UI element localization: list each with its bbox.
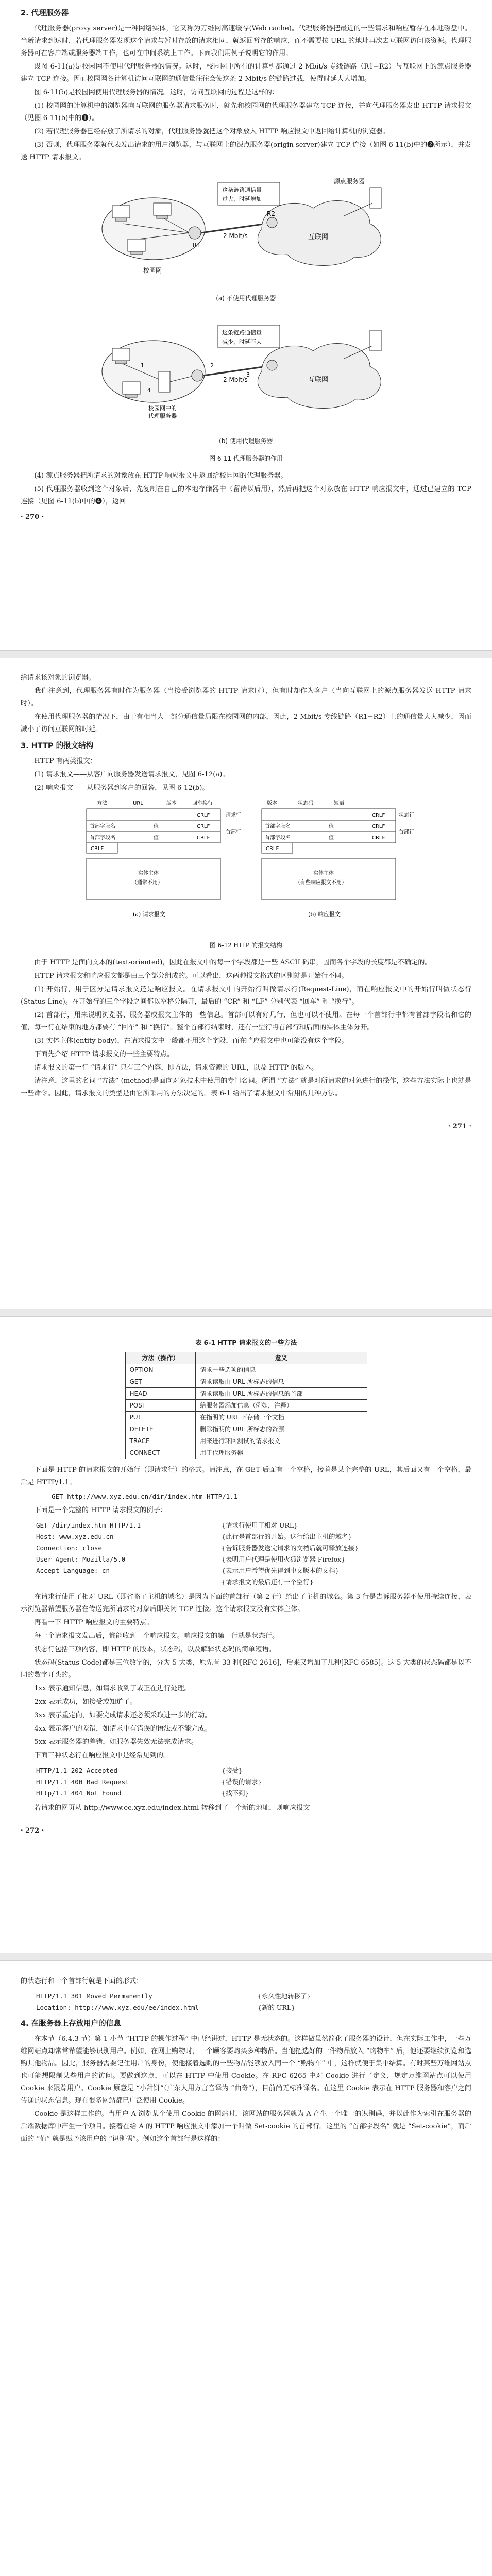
code-line: HTTP/1.1 202 Accepted: [36, 1767, 118, 1774]
table-header: 意义: [196, 1352, 367, 1364]
figure-caption: 图 6-12 HTTP 的报文结构: [209, 942, 283, 949]
figure-6-12: [21, 798, 471, 936]
page-number: · 272 ·: [21, 1827, 44, 1835]
router-icon: [267, 360, 277, 370]
redirect-example: [36, 1991, 471, 2013]
section-title-cookie: 4. 在服务器上存放用户的信息: [21, 2020, 121, 2028]
paragraph: 设图 6-11(a)是校园网不使用代理服务器的情况。这时，校园网中所有的计算机都通过 2 Mbit/s 专线链路（R1−R2）与互联网上的源点服务器建立 TCP 连接。因而校园网各计算机访问互联网的通信量往往会使这条 2 Mbit/s 的链路过载，使得时延大大增加。: [21, 63, 471, 83]
step-marker: 1: [140, 362, 144, 369]
paragraph: 图 6-11(b)是校园网使用代理服务器的情况。这时，访问互联网的过程是这样的：: [34, 89, 279, 96]
crlf-label: CRLF: [371, 812, 385, 818]
paragraph: Cookie 是这样工作的。当用户 A 浏览某个使用 Cookie 的网站时，该网站的服务器就为 A 产生一个唯一的识别码，并以此作为索引在服务器的后端数据库中产生一个项目。接着在给 A 的 HTTP 响应报文中添加一个叫做 Set-cookie 的首部行。这里的 “首部字段名” 就是 “Set-cookie”，而后面的 “值” 就是赋予该用户的 “识别码”。例如这个首部行是这样的：: [21, 2110, 471, 2143]
link-label: 2 Mbit/s: [223, 376, 248, 383]
router-label: R1: [192, 242, 201, 249]
page-number: · 270 ·: [21, 513, 44, 521]
crlf-label: CRLF: [196, 812, 210, 818]
table-row: [125, 1412, 367, 1423]
field-label: 版本: [266, 801, 277, 806]
table-cell: 删除指明的 URL 所标志的资源: [196, 1423, 367, 1435]
section-title-proxy: 2. 代理服务器: [21, 9, 69, 18]
callout-text: 这条链路通信量: [222, 187, 262, 193]
code-note: {此行是首部行的开始。这行给出主机的域名}: [222, 1533, 352, 1540]
code-line: Http/1.1 404 Not Found: [36, 1789, 122, 1797]
code-line: Accept-Language: cn: [36, 1567, 110, 1574]
table-cell: OPTION: [125, 1364, 196, 1376]
step-marker: 4: [147, 387, 151, 394]
code-line: [36, 1577, 222, 1588]
proxy-label: 校园网中的: [148, 405, 177, 412]
line-label: 状态行: [398, 812, 414, 818]
list-item: (1) 请求报文——从客户向服务器发送请求报文，见图 6-12(a)。: [34, 771, 229, 778]
paragraph: HTTP 有两类报文：: [34, 757, 97, 765]
table-row: [125, 1364, 367, 1376]
figure-6-11b: [21, 310, 471, 447]
http-methods-table: [125, 1352, 367, 1459]
subfigure-caption: (a) 请求报文: [132, 911, 165, 918]
table-cell: 给服务器添加信息（例如，注释）: [196, 1400, 367, 1412]
paragraph: 在本节（6.4.3 节）第 1 小节 “HTTP 的操作过程” 中已经讲过，HTTP 是无状态的。这样做虽然简化了服务器的设计，但在实际工作中，一些万维网站点却常常希望能够识别用户。例如，在网上购物时，一个顾客要购买多种物品。当他把选好的一件物品放入 “购物车” 后，他还要继续浏览和选购其他物品。因此，服务器需要记住用户的身份，使他接着选购的一些物品能够放入同一个 “购物车” 中，这样就便于集中结算。有时某些万维网站点也可能想限制某些用户的访问。要做到这点，可以在 HTTP 中使用 Cookie。在 RFC 6265 中对 Cookie 进行了定义，规定万维网站点可以使用 Cookie 来跟踪用户。Cookie 原意是 “小甜饼”（广东人用方言音译为 “曲奇”），目前尚无标准译名。在这里 Cookie 表示在 HTTP 服务器和客户之间传递的状态信息。现在很多网站都已广泛使用 Cookie。: [21, 2035, 471, 2105]
paragraph: 代理服务器(proxy server)是一种网络实体，它又称为万维网高速缓存(Web cache)。代理服务器把最近的一些请求和响应暂存在本地磁盘中。当新请求到达时，若代理服务器发现这个请求与暂时存放的请求相同，就返回暂存的响应，而不需要按 URL 的地址再次去互联网访问该资源。代理服务器可在客户端或服务器端工作，也可在中间系统上工作。下面我们用例子说明它的作用。: [21, 25, 471, 57]
paragraph: 下面先介绍 HTTP 请求报文的一些主要特点。: [34, 1050, 174, 1058]
header-field-label: 首部字段名: [264, 835, 291, 841]
table-row: [125, 1447, 367, 1459]
paragraph: 给请求该对象的浏览器。: [21, 674, 96, 682]
page-273: [0, 1968, 492, 2576]
paragraph: 由于 HTTP 是面向文本的(text-oriented)，因此在报文中的每一个字段都是一些 ASCII 码串，因而各个字段的长度都是不确定的。: [34, 959, 432, 967]
code-note: {新的 URL}: [258, 2004, 296, 2011]
origin-server-label: 源点服务器: [333, 178, 365, 185]
value-label: 值: [153, 824, 159, 829]
table-cell: HEAD: [125, 1388, 196, 1400]
crlf-label: CRLF: [371, 835, 385, 841]
code-note: {找不到}: [222, 1789, 249, 1797]
router-icon: [189, 227, 201, 239]
crlf-label: CRLF: [265, 846, 279, 852]
field-label: 回车换行: [192, 801, 213, 806]
paragraph: 在使用代理服务器的情况下，由于有相当大一部分通信量局限在校园网的内部，因此，2 Mbit/s 专线链路（R1−R2）上的通信量大大减少，因而减小了访问互联网的时延。: [21, 713, 471, 733]
campus-label: 校园网: [143, 267, 162, 274]
table-cell: PUT: [125, 1412, 196, 1423]
paragraph: 下面是一个完整的 HTTP 请求报文的例子：: [34, 1506, 167, 1514]
code-request-line: GET http://www.xyz.edu.cn/dir/index.htm HTTP/1.1: [52, 1493, 238, 1500]
code-note: {告诉服务器发送完请求的文档后就可释放连接}: [222, 1544, 359, 1552]
field-label: 方法: [96, 801, 107, 806]
table-cell: GET: [125, 1376, 196, 1388]
page-number: · 271 ·: [448, 1123, 471, 1130]
paragraph: (1) 开始行，用于区分是请求报文还是响应报文。在请求报文中的开始行叫做请求行(Request-Line)，而在响应报文中的开始行叫做状态行(Status-Line)。在开始行的三个字段之间都以空格分隔开，最后的 “CR” 和 “LF” 分别代表 “回车” 和 “换行”。: [21, 986, 471, 1006]
callout-text: 减少，时延不大: [222, 338, 262, 345]
paragraph: 状态码(Status-Code)都是三位数字的，分为 5 大类，原先有 33 种[RFC 2616]，后来又增加了几种[RFC 6585]。这 5 大类的状态码都是以不同的数字开头的。: [21, 1659, 471, 1679]
code-line: HTTP/1.1 400 Bad Request: [36, 1778, 129, 1786]
page-271: [0, 665, 492, 1303]
crlf-label: CRLF: [196, 824, 210, 829]
request-example: [36, 1520, 471, 1588]
table-row: [125, 1400, 367, 1412]
field-label: 版本: [166, 801, 177, 806]
code-line: User-Agent: Mozilla/5.0: [36, 1555, 126, 1563]
paragraph: (2) 首部行，用来说明浏览器、服务器或报文主体的一些信息。首部可以有好几行，但也可以不使用。在每一个首部行中都有首部字段名和它的值，每一行在结束的地方都要有 “回车” 和 “换行”。整个首部行结束时，还有一空行将首部行和后面的实体主体分开。: [21, 1011, 471, 1031]
table-cell: 请求读取由 URL 所标志的信息的首部: [196, 1388, 367, 1400]
paragraph: 请求报文的第一行 “请求行” 只有三个内容，即方法，请求资源的 URL，以及 HTTP 的版本。: [34, 1064, 318, 1072]
code-line: Location: http://www.xyz.edu/ee/index.html: [36, 2004, 199, 2011]
step-marker: 3: [246, 371, 250, 378]
table-cell: 用来进行环回测试的请求报文: [196, 1435, 367, 1447]
field-label: 状态码: [297, 801, 313, 806]
paragraph: 的状态行和一个首部行就是下面的形式：: [21, 1977, 143, 1985]
callout-text: 这条链路通信量: [222, 329, 262, 336]
field-label: 短语: [333, 801, 344, 806]
value-label: 值: [328, 835, 334, 841]
subfigure-caption: (b) 使用代理服务器: [219, 437, 273, 445]
table-header: 方法（操作）: [125, 1352, 196, 1364]
entity-note: （通常不用）: [131, 880, 163, 886]
header-field-label: 首部字段名: [89, 824, 115, 829]
proxy-label: 代理服务器: [148, 413, 177, 419]
page-separator: [0, 1309, 492, 1317]
status-line-examples: [36, 1765, 471, 1799]
table-row: [125, 1388, 367, 1400]
list-item: 1xx 表示通知信息，如请求收到了或正在进行处理。: [34, 1685, 191, 1692]
code-line: Host: www.xyz.edu.cn: [36, 1533, 114, 1540]
paragraph: HTTP 请求报文和响应报文都是由三个部分组成的。可以看出，这两种报文格式的区别就是开始行不同。: [34, 972, 348, 980]
crlf-label: CRLF: [196, 835, 210, 841]
paragraph: 若请求的网页从 http://www.ee.xyz.edu/index.html 转移到了一个新的地址，则响应报文: [34, 1804, 310, 1812]
table-cell: POST: [125, 1400, 196, 1412]
page-272: [0, 1324, 492, 1947]
table-cell: TRACE: [125, 1435, 196, 1447]
server-icon: [370, 188, 381, 208]
paragraph: 下面是 HTTP 的请求报文的开始行（即请求行）的格式。请注意，在 GET 后面有一个空格，接着是某个完整的 URL，其后面又有一个空格，最后是 HTTP/1.1。: [21, 1466, 471, 1486]
field-label: URL: [132, 801, 143, 806]
header-field-label: 首部字段名: [264, 824, 291, 829]
table-cell: 请求读取由 URL 所标志的信息: [196, 1376, 367, 1388]
entity-label: 实体主体: [138, 871, 159, 876]
proxy-server-icon: [159, 371, 170, 392]
crlf-label: CRLF: [90, 846, 104, 852]
table-row: [125, 1423, 367, 1435]
value-label: 值: [328, 824, 334, 829]
paragraph: 每一个请求报文发出后，都能收到一个响应报文。响应报文的第一行就是状态行。: [34, 1632, 279, 1640]
figure-6-11a: [21, 167, 471, 304]
entity-label: 实体主体: [313, 871, 334, 876]
paragraph: 再看一下 HTTP 响应报文的主要特点。: [34, 1619, 154, 1626]
crlf-label: CRLF: [371, 824, 385, 829]
table-cell: DELETE: [125, 1423, 196, 1435]
code-note: {永久性地转移了}: [258, 1992, 311, 2000]
code-line: Connection: close: [36, 1544, 102, 1552]
paragraph: 请注意，这里的名词 “方法” (method)是面向对象技术中使用的专门名词。所谓 “方法” 就是对所请求的对象进行的操作，这些方法实际上也就是一些命令。因此，请求报文的类型是由它所采用的方法决定的。表 6-1 给出了请求报文中常用的几种方法。: [21, 1077, 471, 1097]
code-note: {接受}: [222, 1767, 243, 1774]
paragraph: 在请求行使用了相对 URL（即省略了主机的域名）是因为下面的首部行（第 2 行）给出了主机的域名。第 3 行是告诉服务器不使用持续连接，表示浏览器希望服务器在传送完所请求的对象后即关闭 TCP 连接。这个请求报文没有实体主体。: [21, 1593, 471, 1613]
code-line: HTTP/1.1 301 Moved Permanently: [36, 1992, 152, 2000]
table-cell: CONNECT: [125, 1447, 196, 1459]
response-message: [262, 800, 414, 918]
list-item: 4xx 表示客户的差错，如请求中有错误的语法或不能完成。: [34, 1725, 212, 1733]
code-note: {表示用户希望优先得到中文版本的文档}: [222, 1567, 340, 1574]
table-cell: 在指明的 URL 下存储一个文档: [196, 1412, 367, 1423]
line-label: 请求行: [225, 812, 241, 818]
value-label: 值: [153, 835, 159, 841]
code-note: {请求报文的最后还有一个空行}: [222, 1578, 314, 1586]
paragraph: 我们注意到，代理服务器有时作为服务器（当接受浏览器的 HTTP 请求时），但有时却作为客户（当向互联网上的源点服务器发送 HTTP 请求时）。: [21, 687, 471, 707]
subfigure-caption: (a) 不使用代理服务器: [216, 295, 276, 302]
router-icon: [192, 370, 203, 381]
page-separator: [0, 1953, 492, 1961]
paragraph: 下面三种状态行在响应报文中是经常见到的。: [34, 1752, 171, 1759]
proxy-diagram-a: [92, 167, 401, 285]
code-note: {表明用户代理是使用火狐浏览器 Firefox}: [222, 1555, 346, 1563]
list-item: 5xx 表示服务器的差错，如服务器失效无法完成请求。: [34, 1738, 198, 1746]
request-message: [87, 800, 241, 918]
page-270: [0, 0, 492, 647]
router-label: R2: [266, 210, 275, 217]
server-icon: [370, 330, 381, 351]
paragraph: (4) 源点服务器把所请求的对象放在 HTTP 响应报文中返回给校园网的代理服务器。: [34, 472, 287, 480]
paragraph: 状态行包括三项内容，即 HTTP 的版本，状态码，以及解释状态码的简单短语。: [34, 1646, 276, 1653]
subfigure-caption: (b) 响应报文: [308, 911, 341, 918]
link-label: 2 Mbit/s: [223, 232, 248, 240]
table-header-row: [125, 1352, 367, 1364]
entity-note: （有些响应报文不用）: [295, 880, 347, 886]
table-cell: 用于代理服务器: [196, 1447, 367, 1459]
page-separator: [0, 650, 492, 658]
http-message-diagram: [76, 798, 416, 931]
code-note: {请求行使用了相对 URL}: [222, 1521, 298, 1529]
header-field-label: 首部字段名: [89, 835, 115, 841]
list-item: (2) 响应报文——从服务器到客户的回答，见图 6-12(b)。: [34, 784, 209, 792]
callout-text: 过大，时延增加: [222, 196, 262, 202]
paragraph: (5) 代理服务器收到这个对象后，先复制在自己的本地存储器中（留待以后用），然后再把这个对象放在 HTTP 响应报文中，通过已建立的 TCP 连接（见图 6-11(b)中的❹），返回: [21, 485, 471, 505]
table-row: [125, 1376, 367, 1388]
step-marker: 2: [210, 362, 214, 369]
table-caption: 表 6-1 HTTP 请求报文的一些方法: [195, 1338, 297, 1346]
line-label: 首部行: [225, 829, 241, 835]
section-title-http-message: 3. HTTP 的报文结构: [21, 742, 94, 750]
router-icon: [267, 217, 277, 228]
code-line: GET /dir/index.htm HTTP/1.1: [36, 1521, 141, 1529]
code-note: {错误的请求}: [222, 1778, 262, 1786]
table-cell: 请求一些选项的信息: [196, 1364, 367, 1376]
paragraph: (1) 校园网的计算机中的浏览器向互联网的服务器请求服务时，就先和校园网的代理服务器建立 TCP 连接，并向代理服务器发出 HTTP 请求报文（见图 6-11(b)中的❶）。: [21, 102, 471, 122]
paragraph: (2) 若代理服务器已经存放了所请求的对象，代理服务器就把这个对象放入 HTTP 响应报文中返回给计算机的浏览器。: [34, 128, 389, 135]
internet-label: 互联网: [308, 233, 328, 241]
paragraph: (3) 否则，代理服务器就代表发出请求的用户浏览器，与互联网上的源点服务器(origin server)建立 TCP 连接（如图 6-11(b)中的❷所示），并发送 HTTP 请求报文。: [21, 141, 471, 161]
proxy-diagram-b: [92, 310, 401, 428]
list-item: 3xx 表示重定向，如要完成请求还必须采取进一步的行动。: [34, 1711, 212, 1719]
table-row: [125, 1435, 367, 1447]
list-item: 2xx 表示成功，如接受或知道了。: [34, 1698, 137, 1706]
figure-caption: 图 6-11 代理服务器的作用: [209, 455, 283, 462]
paragraph: (3) 实体主体(entity body)，在请求报文中一般都不用这个字段，而在响应报文中也可能没有这个字段。: [34, 1037, 348, 1045]
internet-label: 互联网: [308, 376, 328, 384]
line-label: 首部行: [398, 829, 414, 835]
